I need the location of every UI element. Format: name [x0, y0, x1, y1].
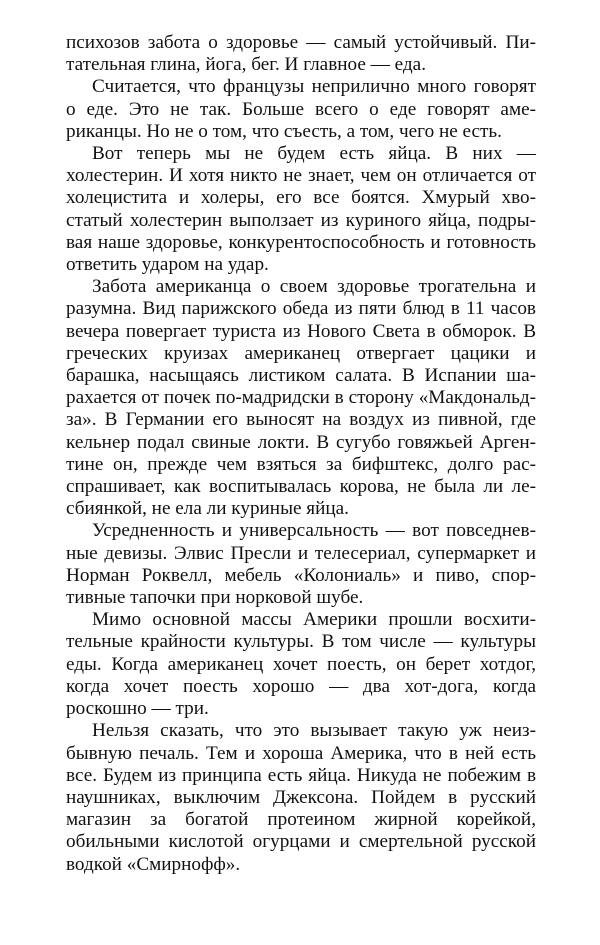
paragraph-6: Мимо основной массы Америки прошли восхитительные крайности культуры. В том числе — культуры еды. Когда американец хочет поесть, он берет хотдог, когда хочет поесть хорошо — два хот-дога, когда роскошно — три. — [66, 609, 536, 720]
paragraph-2: Считается, что французы неприлично много говорят о еде. Это не так. Больше всего о еде говорят американцы. Но не о том, что съесть, а том, чего не есть. — [66, 76, 536, 142]
document-page — [66, 32, 536, 876]
paragraph-7: Нельзя сказать, что это вызывает такую уж неизбывную печаль. Тем и хороша Америка, что в ней есть все. Будем из принципа есть яйца. Никуда не побежим в наушниках, выключим Джексона. Пойдем в русский магазин за богатой протеином жирной корейкой, обильными кислотой огурцами и смертельной русской водкой «Смирнофф». — [66, 720, 536, 875]
paragraph-4: Забота американца о своем здоровье трогательна и разумна. Вид парижского обеда из пяти блюд в 11 часов вечера повергает туриста из Нового Света в обморок. В греческих круизах американец отвергает цацики и барашка, насыщаясь листиком салата. В Испании шарахается от почек по-мадридски в сторону «Макдональдза». В Германии его выносят на воздух из пивной, где кельнер подал свиные локти. В сугубо говяжьей Аргентине он, прежде чем взяться за бифштекс, долго расспрашивает, как воспитывалась корова, не была ли лесбиянкой, не ела ли куриные яйца. — [66, 276, 536, 520]
paragraph-1: психозов забота о здоровье — самый устойчивый. Питательная глина, йога, бег. И главное — еда. — [66, 32, 536, 76]
paragraph-5: Усредненность и универсальность — вот повседневные девизы. Элвис Пресли и телесериал, супермаркет и Норман Роквелл, мебель «Колониаль» и пиво, спортивные тапочки при норковой шубе. — [66, 520, 536, 609]
paragraph-3: Вот теперь мы не будем есть яйца. В них — холестерин. И хотя никто не знает, чем он отличается от холецистита и холеры, его все боятся. Хмурый хвостатый холестерин выползает из куриного яйца, подрывая наше здоровье, конкурентоспособность и готовность ответить ударом на удар. — [66, 143, 536, 276]
